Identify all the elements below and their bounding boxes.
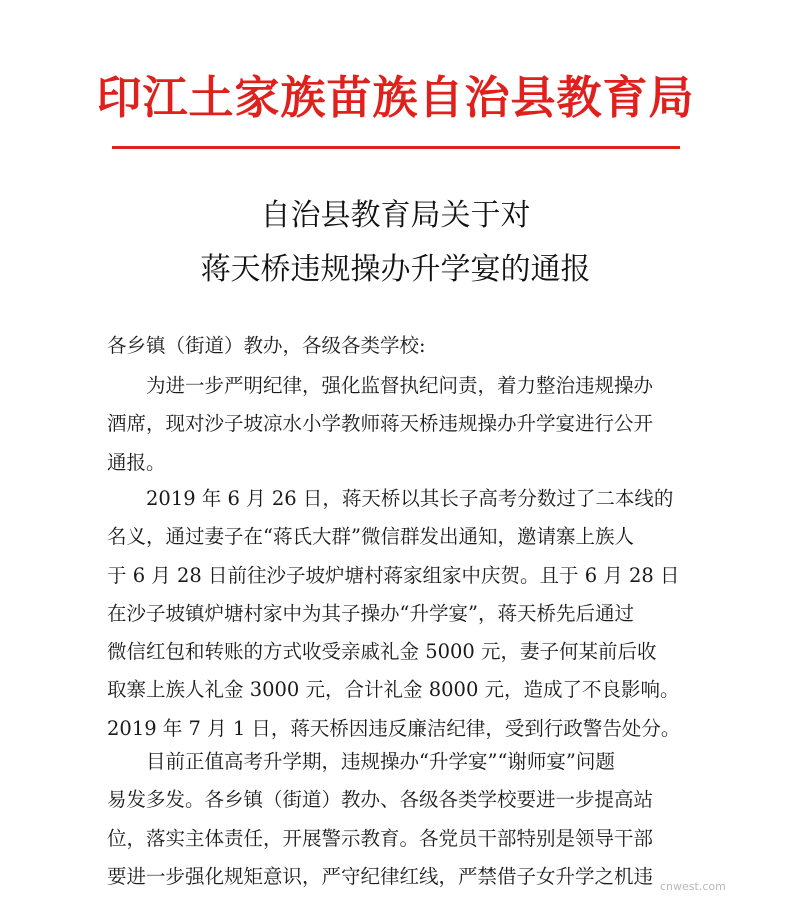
paragraph-line: 目前正值高考升学期，违规操办“升学宴”“谢师宴”问题: [146, 750, 615, 773]
paragraph-line: 要进一步强化规矩意识，严守纪律红线，严禁借子女升学之机违: [107, 864, 654, 888]
watermark: cnwest.com: [660, 880, 726, 893]
paragraph-line: 微信红包和转账的方式收受亲戚礼金 5000 元，妻子何某前后收: [107, 640, 657, 664]
paragraph-3: [0, 743, 791, 896]
paragraph-line: 酒席，现对沙子坡凉水小学教师蒋天桥违规操办升学宴进行公开: [107, 412, 654, 436]
salutation: [0, 327, 791, 365]
paragraph-line: 名义，通过妻子在“蒋氏大群”微信群发出通知，邀请寨上族人: [107, 525, 634, 549]
notice-title-line-2: 蒋天桥违规操办升学宴的通报: [200, 252, 591, 287]
paragraph-line: 于 6 月 28 日前往沙子坡炉塘村蒋家组家中庆贺。且于 6 月 28 日: [107, 563, 680, 587]
paragraph-line: 取寨上族人礼金 3000 元，合计礼金 8000 元，造成了不良影响。: [107, 678, 680, 702]
paragraph-line: 易发多发。各乡镇（街道）教办、各级各类学校要进一步提高站: [107, 788, 654, 812]
paragraph-line: 位，落实主体责任，开展警示教育。各党员干部特别是领导干部: [107, 826, 654, 850]
paragraph-1: [0, 367, 791, 482]
paragraph-line: 为进一步严明纪律，强化监督执纪问责，着力整治违规操办: [146, 374, 654, 397]
org-letterhead: 印江土家族苗族自治县教育局: [96, 71, 695, 124]
letterhead-red-rule: [112, 146, 680, 149]
paragraph-2: [0, 480, 791, 748]
paragraph-line: 在沙子坡镇炉塘村家中为其子操办“升学宴”，蒋天桥先后通过: [107, 601, 634, 625]
paragraph-line: 2019 年 6 月 26 日，蒋天桥以其长子高考分数过了二本线的: [146, 487, 674, 510]
salutation-line: 各乡镇（街道）教办，各级各类学校:: [107, 334, 426, 357]
paragraph-line: 通报。: [107, 450, 166, 474]
notice-title-line-1: 自治县教育局关于对: [260, 198, 531, 233]
paragraph-line: 2019 年 7 月 1 日，蒋天桥因违反廉洁纪律，受到行政警告处分。: [107, 716, 681, 740]
